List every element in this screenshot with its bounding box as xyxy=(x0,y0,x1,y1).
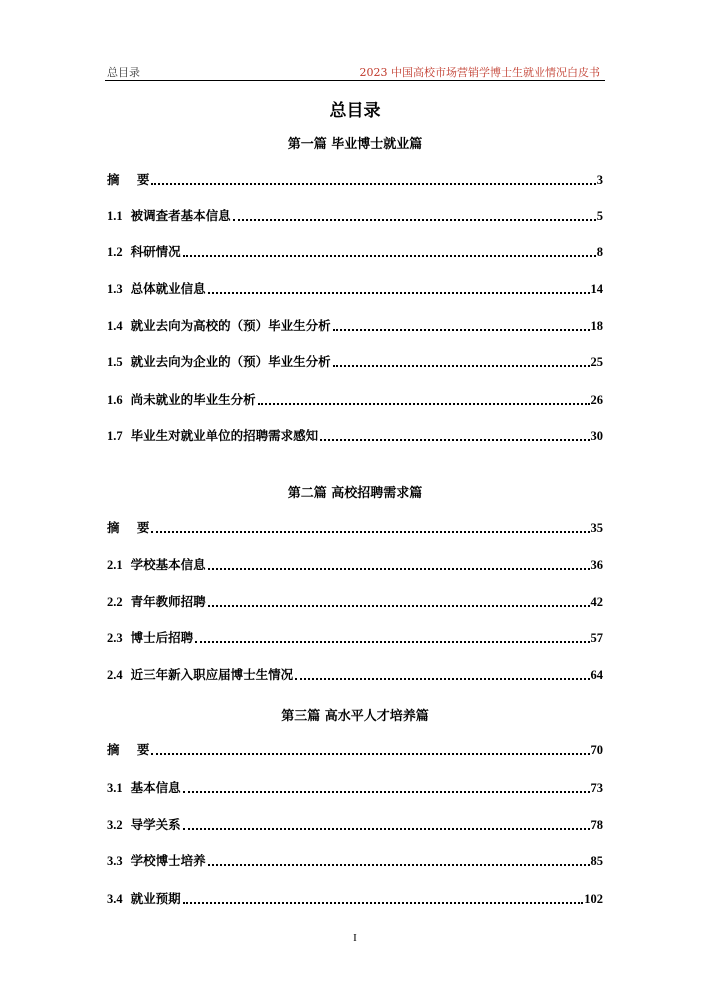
toc-entry-2-3[interactable] xyxy=(107,628,603,646)
toc-entry-2-4[interactable] xyxy=(107,665,603,683)
toc-entry-number: 1.7 xyxy=(107,429,123,443)
toc-entry-page: 5 xyxy=(596,209,603,223)
toc-entry-1-5[interactable] xyxy=(107,352,603,370)
part-2-title: 第二篇 高校招聘需求篇 xyxy=(287,486,423,501)
toc-entry-number: 2.4 xyxy=(107,668,123,682)
toc-entry-label: 摘 要 xyxy=(107,742,150,757)
toc-entry-1-2[interactable] xyxy=(107,242,603,260)
toc-entry-page: 78 xyxy=(590,818,603,832)
toc-entry-number: 3.3 xyxy=(107,854,123,868)
toc-entry-label: 被调查者基本信息 xyxy=(130,208,231,223)
dot-leader xyxy=(183,255,596,257)
toc-entry-page: 42 xyxy=(590,595,603,609)
toc-entry-page: 70 xyxy=(590,743,603,757)
dot-leader xyxy=(151,531,589,533)
toc-entry-label: 毕业生对就业单位的招聘需求感知 xyxy=(130,428,319,443)
toc-entry-1-6[interactable] xyxy=(107,390,603,408)
toc-entry-page: 18 xyxy=(590,319,603,333)
toc-entry-label: 学校基本信息 xyxy=(130,557,206,572)
toc-entry-page: 57 xyxy=(590,631,603,645)
toc-entry-2-1[interactable] xyxy=(107,555,603,573)
dot-leader xyxy=(208,568,590,570)
dot-leader xyxy=(208,292,590,294)
part-1-title: 第一篇 毕业博士就业篇 xyxy=(287,137,423,152)
toc-entry-label: 学校博士培养 xyxy=(130,853,206,868)
toc-entry-page: 36 xyxy=(590,558,603,572)
dot-leader xyxy=(333,329,590,331)
toc-entry-page: 64 xyxy=(590,668,603,682)
toc-entry-1-1[interactable] xyxy=(107,206,603,224)
toc-entry-2-2[interactable] xyxy=(107,592,603,610)
toc-entry-number: 2.3 xyxy=(107,631,123,645)
dot-leader xyxy=(151,183,595,185)
toc-entry-number: 2.2 xyxy=(107,595,123,609)
toc-entry-label: 摘 要 xyxy=(107,520,150,535)
toc-entry-page: 30 xyxy=(590,429,603,443)
dot-leader xyxy=(183,828,590,830)
page-title: 总目录 xyxy=(329,101,381,121)
toc-entry-page: 102 xyxy=(584,892,603,906)
toc-entry-label: 近三年新入职应届博士生情况 xyxy=(130,667,294,682)
toc-entry-label: 青年教师招聘 xyxy=(130,594,206,609)
dot-leader xyxy=(195,641,589,643)
toc-entry-number: 3.1 xyxy=(107,781,123,795)
header-rule xyxy=(105,80,605,81)
dot-leader xyxy=(233,219,596,221)
toc-entry-label: 导学关系 xyxy=(130,817,181,832)
toc-entry-number: 1.6 xyxy=(107,393,123,407)
dot-leader xyxy=(183,791,590,793)
toc-entry-page: 35 xyxy=(590,521,603,535)
toc-entry-page: 8 xyxy=(596,245,603,259)
toc-entry-number: 1.2 xyxy=(107,245,123,259)
toc-entry-number: 3.4 xyxy=(107,892,123,906)
running-header-right: 2023 中国高校市场营销学博士生就业情况白皮书 xyxy=(359,66,600,79)
toc-entry-number: 1.4 xyxy=(107,319,123,333)
toc-entry-label: 总体就业信息 xyxy=(130,281,206,296)
toc-entry-3-4[interactable] xyxy=(107,889,603,907)
toc-entry-page: 3 xyxy=(596,173,603,187)
toc-entry-number: 1.1 xyxy=(107,209,123,223)
running-header-left: 总目录 xyxy=(107,66,140,79)
dot-leader xyxy=(208,605,590,607)
dot-leader xyxy=(208,864,590,866)
toc-entry-abstract-3[interactable] xyxy=(107,740,603,758)
toc-entry-label: 摘 要 xyxy=(107,172,150,187)
toc-entry-label: 就业去向为企业的（预）毕业生分析 xyxy=(130,354,331,369)
toc-entry-number: 1.5 xyxy=(107,355,123,369)
part-3-title: 第三篇 高水平人才培养篇 xyxy=(281,709,429,724)
toc-entry-abstract-1[interactable] xyxy=(107,170,603,188)
toc-entry-3-3[interactable] xyxy=(107,851,603,869)
toc-entry-number: 3.2 xyxy=(107,818,123,832)
toc-entry-label: 基本信息 xyxy=(130,780,181,795)
toc-entry-1-7[interactable] xyxy=(107,426,603,444)
dot-leader xyxy=(258,403,590,405)
toc-entry-1-4[interactable] xyxy=(107,316,603,334)
toc-entry-label: 就业去向为高校的（预）毕业生分析 xyxy=(130,318,331,333)
toc-entry-3-2[interactable] xyxy=(107,815,603,833)
toc-entry-number: 1.3 xyxy=(107,282,123,296)
toc-entry-page: 25 xyxy=(590,355,603,369)
dot-leader xyxy=(320,439,589,441)
page-number: I xyxy=(353,932,357,944)
dot-leader xyxy=(183,902,584,904)
toc-entry-number: 2.1 xyxy=(107,558,123,572)
toc-entry-label: 博士后招聘 xyxy=(130,630,194,645)
toc-entry-page: 14 xyxy=(590,282,603,296)
toc-entry-label: 就业预期 xyxy=(130,891,181,906)
toc-entry-page: 73 xyxy=(590,781,603,795)
toc-entry-label: 尚未就业的毕业生分析 xyxy=(130,392,256,407)
toc-entry-3-1[interactable] xyxy=(107,778,603,796)
dot-leader xyxy=(151,753,589,755)
toc-entry-abstract-2[interactable] xyxy=(107,518,603,536)
toc-entry-page: 85 xyxy=(590,854,603,868)
toc-entry-label: 科研情况 xyxy=(130,244,181,259)
dot-leader xyxy=(333,365,590,367)
toc-entry-1-3[interactable] xyxy=(107,279,603,297)
toc-entry-page: 26 xyxy=(590,393,603,407)
dot-leader xyxy=(295,678,589,680)
